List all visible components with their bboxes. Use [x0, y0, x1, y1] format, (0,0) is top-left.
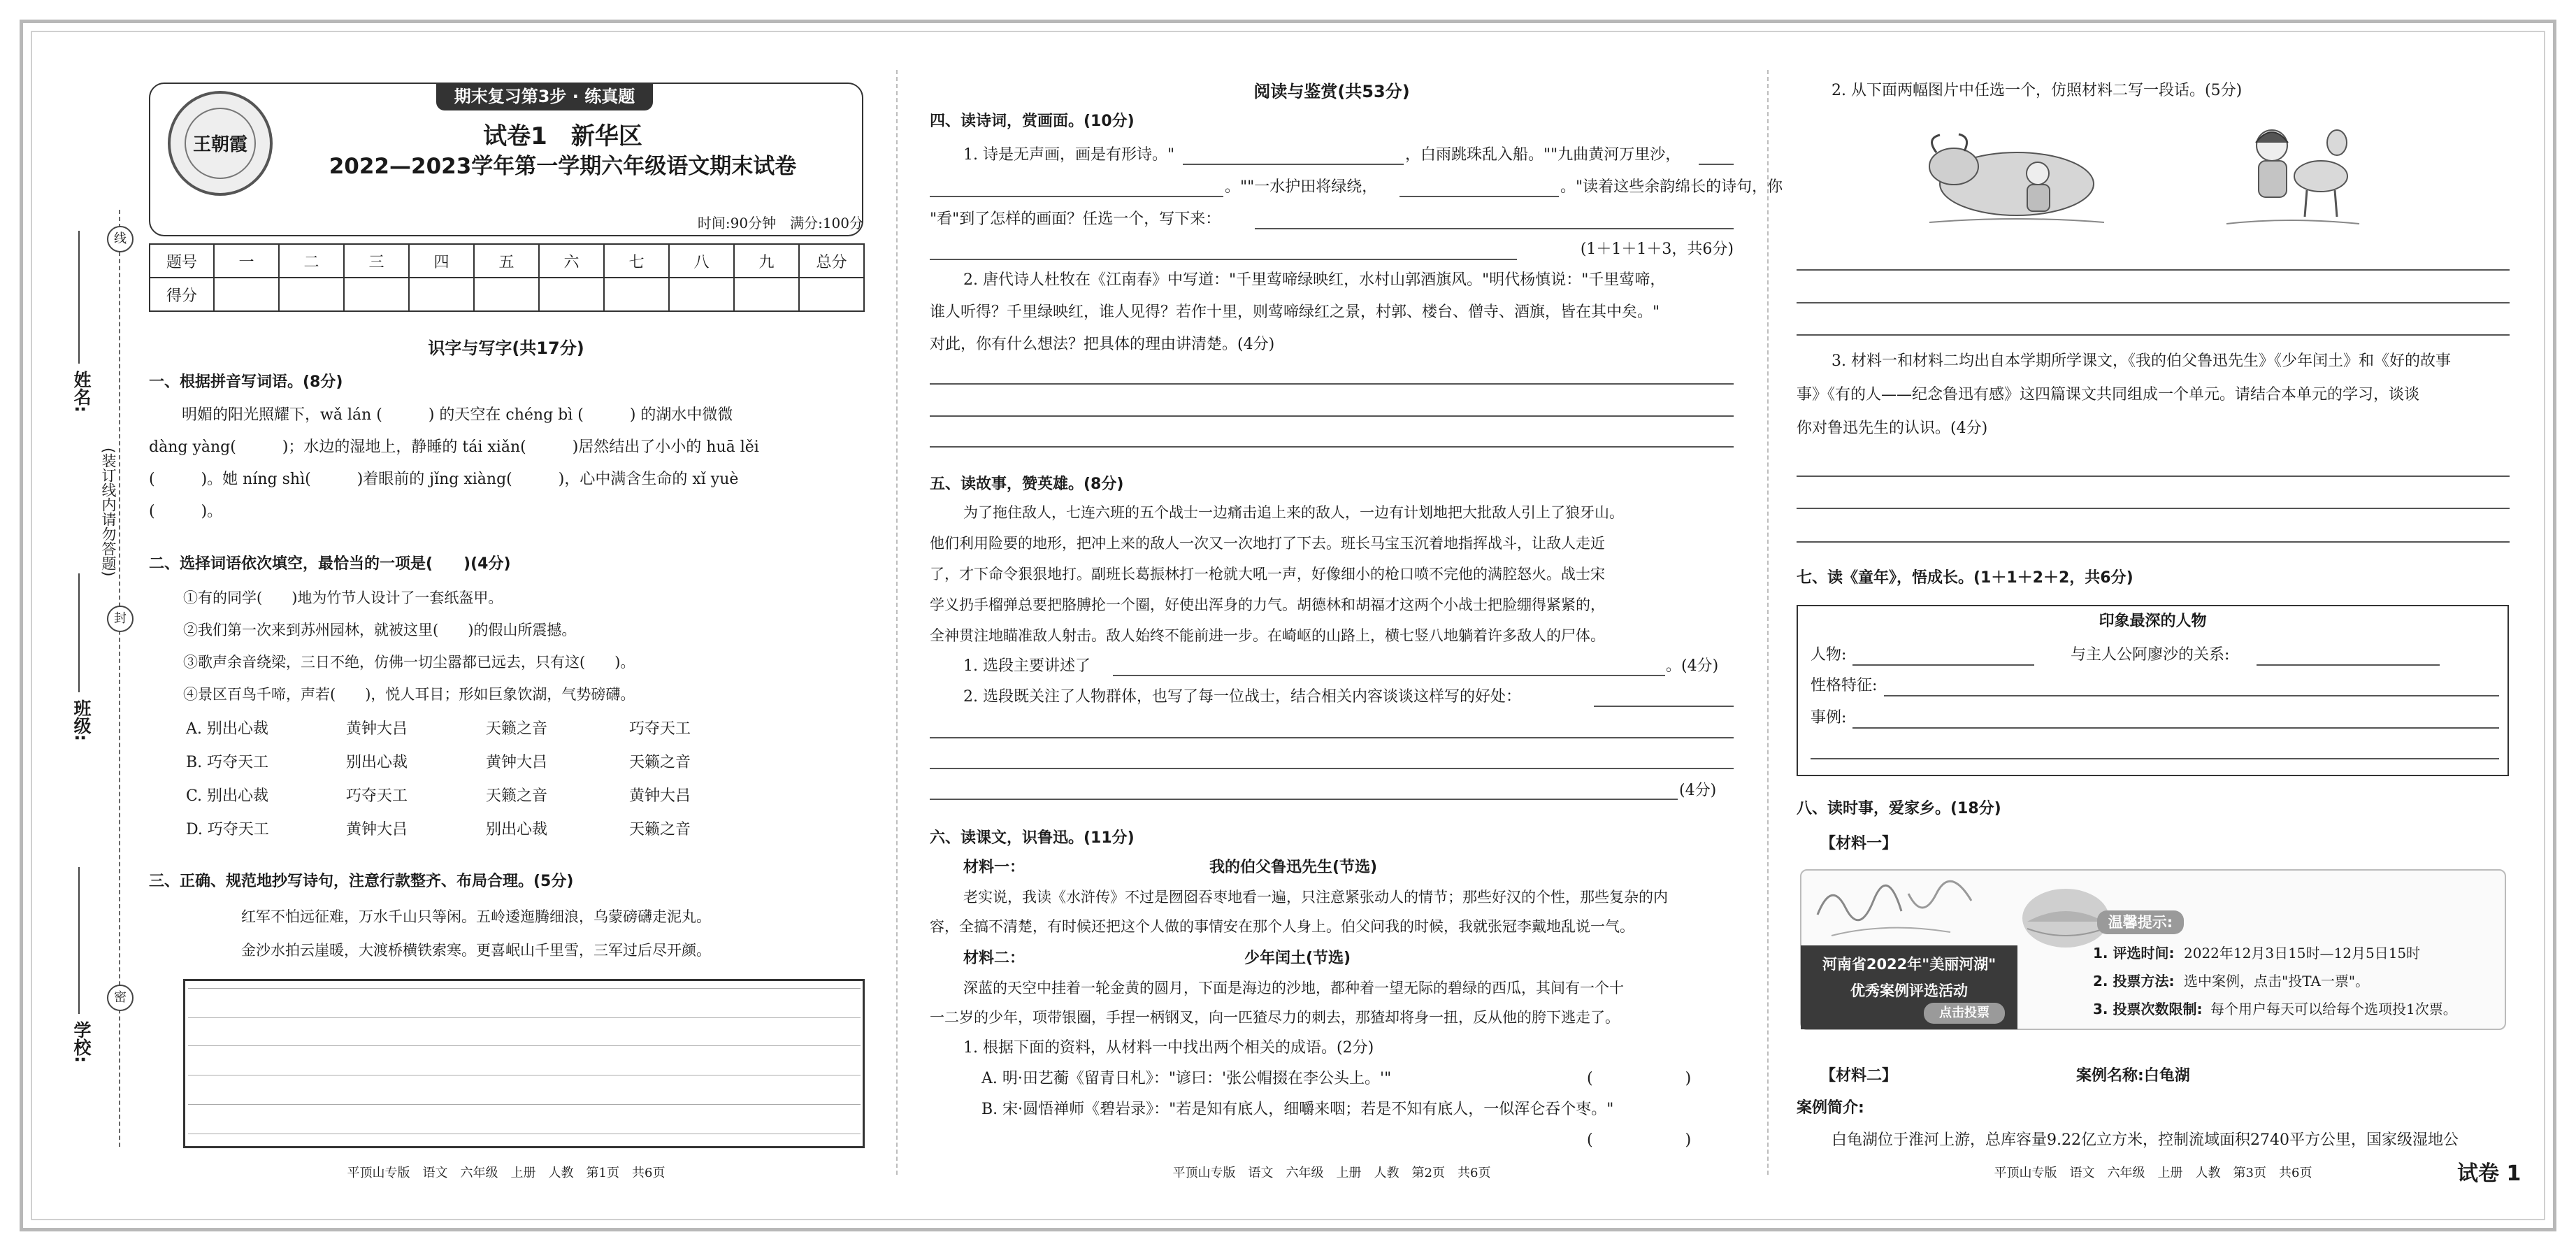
- q2-option[interactable]: B. 巧夺天工: [186, 754, 269, 771]
- score-input[interactable]: [604, 278, 669, 311]
- q5-sub: 1. 选段主要讲述了: [963, 657, 1091, 675]
- answer-line[interactable]: [1797, 541, 2510, 543]
- brand-logo: [168, 91, 273, 196]
- q6-2-prompt: 2. 从下面两幅图片中任选一个，仿照材料二写一段话。(5分): [1832, 82, 2243, 99]
- score-input[interactable]: [669, 278, 734, 311]
- score-cell: 九: [734, 244, 799, 278]
- q2-option[interactable]: C. 别出心裁: [186, 787, 269, 805]
- binding-mark-line: 线: [107, 226, 134, 252]
- tip-1-text: 2022年12月3日15时—12月5日15时: [2184, 945, 2421, 962]
- score-cell: 四: [409, 244, 474, 278]
- q2-option-word: 黄钟大吕: [346, 720, 408, 738]
- exam-title: 试卷1 新华区: [483, 122, 642, 150]
- answer-line[interactable]: [930, 415, 1734, 417]
- score-table-score-row: [150, 278, 864, 311]
- page-footer: 平顶山专版 语文 六年级 上册 人教 第1页 共6页: [347, 1166, 665, 1180]
- q3-poem: 金沙水拍云崖暖，大渡桥横铁索寒。更喜岷山千里雪，三军过后尽开颜。: [241, 942, 711, 959]
- score-input[interactable]: [734, 278, 799, 311]
- tip-1-label: 1. 评选时间:: [2093, 945, 2175, 962]
- q6-3-prompt: 你对鲁迅先生的认识。(4分): [1797, 420, 1988, 437]
- q2-option-word: 天籁之音: [486, 787, 548, 805]
- class-label: 班级:: [71, 699, 92, 741]
- copy-guide-line: [188, 988, 861, 989]
- q2-item: ④景区百鸟千啼，声若( )，悦人耳目；形如巨象饮湖，气势磅礴。: [183, 686, 635, 703]
- score-input[interactable]: [214, 278, 279, 311]
- case-intro-label: 案例简介:: [1797, 1099, 1864, 1117]
- q1-line: ( )。她 níng shì( )着眼前的 jǐng xiàng( )，心中满含生命的 xǐ yuè: [149, 471, 739, 488]
- time-info: 时间:90分钟 满分:100分: [697, 215, 863, 231]
- copy-guide-line: [188, 1017, 861, 1018]
- q7-title: 七、读《童年》，悟成长。(1＋1＋2＋2，共6分): [1797, 569, 2134, 587]
- case-intro-text: 白龟湖位于淮河上游，总库容量9.22亿立方米，控制流域面积2740平方公里，国家级湿地公: [1832, 1131, 2459, 1149]
- trait-field[interactable]: [1884, 695, 2499, 696]
- score-cell: 一: [214, 244, 279, 278]
- answer-paren[interactable]: ( ): [1587, 1070, 1692, 1087]
- q2-option-word: 黄钟大吕: [346, 821, 408, 838]
- q4-line: ，白雨跳珠乱入船。""九曲黄河万里沙，: [1405, 146, 1681, 164]
- q4-title: 四、读诗词，赏画面。(10分): [930, 113, 1135, 130]
- q6-source-b: B. 宋·圆悟禅师《碧岩录》："若是知有底人，细嚼来咽；若是不知有底人，一似浑仑吞个枣。": [981, 1101, 1614, 1118]
- character-card-title: 印象最深的人物: [2099, 613, 2207, 630]
- q6-source-a: A. 明·田艺蘅《留青日札》："谚曰：'张公帽掇在李公头上。'": [981, 1070, 1392, 1087]
- q5-title: 五、读故事，赞英雄。(8分): [930, 476, 1124, 493]
- name-label: 姓名:: [71, 371, 92, 413]
- answer-line[interactable]: [930, 737, 1734, 738]
- answer-line[interactable]: [1797, 302, 2510, 303]
- q5-score: 。(4分): [1666, 657, 1719, 675]
- q2-title: 二、选择词语依次填空，最恰当的一项是( )(4分): [149, 555, 511, 573]
- score-cell: 七: [604, 244, 669, 278]
- copy-guide-line: [188, 1104, 861, 1105]
- score-cell: 五: [474, 244, 539, 278]
- relation-field[interactable]: [2257, 664, 2440, 666]
- q5-passage-line: 为了拖住敌人，七连六班的五个战士一边痛击追上来的敌人，一边有计划地把大批敌人引上了狼牙山。: [963, 504, 1624, 521]
- material-2-title: 少年闰土(节选): [1244, 950, 1351, 967]
- answer-line[interactable]: [930, 446, 1734, 448]
- q2-option-word: 别出心裁: [486, 821, 548, 838]
- school-label: 学校:: [71, 1021, 92, 1063]
- q5-passage-line: 他们利用险要的地形，把冲上来的敌人一次又一次地打了下去。班长马宝玉沉着地指挥战斗，让敌人走近: [930, 535, 1605, 552]
- tip-3-label: 3. 投票次数限制:: [2093, 1001, 2203, 1017]
- q4-line: "看"到了怎样的画面？任选一个，写下来：: [930, 210, 1221, 228]
- answer-line[interactable]: [1594, 706, 1734, 707]
- answer-line[interactable]: [1797, 508, 2510, 509]
- example-label: 事例:: [1811, 709, 1847, 727]
- q2-item: ①有的同学( )地为竹节人设计了一套纸盔甲。: [183, 589, 503, 606]
- answer-line[interactable]: [1255, 228, 1734, 229]
- material-1-text: 老实说，我读《水浒传》不过是囫囵吞枣地看一遍，只注意紧张动人的情节；那些好汉的个性，那些复杂的内: [963, 889, 1668, 906]
- answer-line[interactable]: [930, 799, 1678, 800]
- answer-line[interactable]: [1797, 334, 2510, 336]
- material-1-text: 容，全搞不清楚，有时候还把这个人做的事情安在那个人身上。伯父问我的时候，我就张冠李戴地乱说一气。: [930, 918, 1634, 935]
- q5-sub: 2. 选段既关注了人物群体，也写了每一位战士，结合相关内容谈谈这样写的好处：: [963, 688, 1521, 706]
- answer-paren[interactable]: ( ): [1587, 1131, 1692, 1149]
- score-input[interactable]: [344, 278, 409, 311]
- copy-writing-box[interactable]: [183, 979, 865, 1148]
- q1-line: 明媚的阳光照耀下，wǎ lán ( ) 的天空在 chéng bì ( ) 的湖水中微微: [182, 406, 733, 424]
- tip-2-text: 选中案例，点击"投TA一票"。: [2184, 973, 2370, 989]
- answer-line[interactable]: [930, 259, 1517, 260]
- answer-blank[interactable]: [1183, 164, 1404, 165]
- tip-label: 温馨提示:: [2097, 910, 2184, 934]
- section-title-reading: 阅读与鉴赏(共53分): [1253, 82, 1410, 101]
- vote-button[interactable]: 点击投票: [1924, 1003, 2005, 1024]
- material-1-label: 【材料一】: [1820, 835, 1898, 852]
- person-field[interactable]: [1852, 664, 2034, 666]
- score-input[interactable]: [539, 278, 604, 311]
- q2-option[interactable]: A. 别出心裁: [186, 720, 268, 738]
- score-input[interactable]: [474, 278, 539, 311]
- boy-head: [2027, 162, 2049, 185]
- section-title-literacy: 识字与写字(共17分): [428, 338, 584, 358]
- q4-score-note: (1＋1＋1＋3，共6分): [1580, 241, 1734, 258]
- q4-line: 。""一水护田将绿绕，: [1225, 178, 1378, 196]
- q5-passage-line: 了，才下命令狠狠地打。副班长葛振林打一枪就大吼一声，好像细小的枪口喷不完他的满腔怒火。战士宋: [930, 566, 1605, 582]
- material-2-label: 【材料二】: [1820, 1067, 1898, 1085]
- score-input[interactable]: [279, 278, 344, 311]
- deer-body: [2294, 161, 2347, 192]
- q2-option-word: 黄钟大吕: [486, 754, 548, 771]
- relation-label: 与主人公阿廖沙的关系:: [2071, 646, 2230, 664]
- tip-3-text: 每个用户每天可以给每个选项投1次票。: [2210, 1001, 2457, 1017]
- material-1-title: 我的伯父鲁迅先生(节选): [1209, 859, 1378, 876]
- q8-title: 八、读时事，爱家乡。(18分): [1797, 800, 2001, 817]
- name-field[interactable]: [78, 231, 80, 364]
- tip-2-label: 2. 投票方法:: [2093, 973, 2175, 989]
- copy-guide-line: [188, 1045, 861, 1046]
- q5-score: (4分): [1679, 782, 1717, 799]
- example-field[interactable]: [1811, 758, 2499, 759]
- q5-passage-line: 全神贯注地瞄准敌人射击。敌人始终不能前进一步。在崎岖的山路上，横七竖八地躺着许多敌人的尸体。: [930, 627, 1605, 644]
- score-cell: 题号: [150, 244, 214, 278]
- score-cell: 八: [669, 244, 734, 278]
- answer-blank[interactable]: [1399, 196, 1559, 197]
- answer-blank[interactable]: [1699, 164, 1734, 165]
- score-cell: 二: [279, 244, 344, 278]
- q2-item: ②我们第一次来到苏州园林，就被这里( )的假山所震撼。: [183, 622, 577, 638]
- logo-text: 王朝霞: [185, 108, 256, 179]
- page-footer: 平顶山专版 语文 六年级 上册 人教 第3页 共6页: [1994, 1166, 2312, 1180]
- q6-title: 六、读课文，识鲁迅。(11分): [930, 829, 1135, 847]
- trait-label: 性格特征:: [1811, 677, 1878, 694]
- q2-option-word: 别出心裁: [346, 754, 408, 771]
- answer-line[interactable]: [930, 383, 1734, 385]
- q2-option-word: 黄钟大吕: [629, 787, 691, 805]
- q2-option-word: 天籁之音: [629, 754, 691, 771]
- answer-line[interactable]: [1797, 476, 2510, 477]
- q1-title: 一、根据拼音写词语。(8分): [149, 373, 343, 391]
- ox-head: [1929, 148, 1978, 185]
- answer-blank[interactable]: [1113, 675, 1665, 676]
- answer-blank[interactable]: [930, 196, 1223, 197]
- material-2-label: 材料二：: [963, 950, 1026, 967]
- answer-line[interactable]: [930, 768, 1734, 769]
- q2-option-word: 天籁之音: [486, 720, 548, 738]
- score-cell: 六: [539, 244, 604, 278]
- paper-number-corner: 试卷 1: [2457, 1161, 2521, 1186]
- q4-line: 。"读着这些余韵绵长的诗句，你: [1560, 178, 1783, 196]
- score-input[interactable]: [409, 278, 474, 311]
- answer-line[interactable]: [1797, 269, 2510, 271]
- q3-title: 三、正确、规范地抄写诗句，注意行款整齐、布局合理。(5分): [149, 873, 574, 890]
- binding-mark-dense: 密: [107, 985, 134, 1011]
- score-cell: 得分: [150, 278, 214, 311]
- q2-option-word: 巧夺天工: [346, 787, 408, 805]
- banner-line-2: 优秀案例评选活动: [1850, 982, 1968, 999]
- school-field[interactable]: [78, 867, 80, 1014]
- q2-option[interactable]: D. 巧夺天工: [186, 821, 269, 838]
- person-label: 人物:: [1811, 646, 1847, 664]
- q4-line: 谁人听得？千里绿映红，谁人见得？若作十里，则莺啼绿红之景，村郭、楼台、僧寺、酒旗，皆在其中矣。": [930, 303, 1660, 321]
- score-cell: 总分: [799, 244, 864, 278]
- q4-line: 2. 唐代诗人杜牧在《江南春》中写道："千里莺啼绿映红，水村山郭酒旗风。"明代杨慎说："千里莺啼，: [963, 271, 1666, 289]
- q4-line: 对此，你有什么想法？把具体的理由讲清楚。(4分): [930, 336, 1275, 353]
- q2-option-word: 巧夺天工: [629, 720, 691, 738]
- q2-item: ③歌声余音绕梁，三日不绝，仿佛一切尘嚣都已远去，只有这( )。: [183, 654, 635, 671]
- score-table-header-row: [150, 244, 864, 278]
- score-cell: 三: [344, 244, 409, 278]
- example-field[interactable]: [1852, 727, 2499, 729]
- q6-3-prompt: 3. 材料一和材料二均出自本学期所学课文，《我的伯父鲁迅先生》《少年闰土》和《好的故事: [1832, 352, 2451, 370]
- page-divider-1: [896, 70, 898, 1175]
- page-footer: 平顶山专版 语文 六年级 上册 人教 第2页 共6页: [1172, 1166, 1491, 1180]
- q6-sub: 1. 根据下面的资料，从材料一中找出两个相关的成语。(2分): [963, 1039, 1374, 1057]
- header-tag: 期末复习第3步 · 练真题: [436, 83, 653, 110]
- binding-mark-seal: 封: [107, 606, 134, 632]
- binding-note: (装订线内请勿答题): [100, 448, 117, 577]
- q1-line: ( )。: [149, 503, 223, 520]
- q3-poem: 红军不怕远征难，万水千山只等闲。五岭逶迤腾细浪，乌蒙磅礴走泥丸。: [241, 908, 711, 925]
- score-input[interactable]: [799, 278, 864, 311]
- q1-line: dàng yàng( )；水边的湿地上，静睡的 tái xiǎn( )居然结出了小小的 huā lěi: [149, 438, 759, 456]
- material-1-label: 材料一：: [963, 859, 1026, 876]
- q5-passage-line: 学义扔手榴弹总要把胳膊抡一个圈，好使出浑身的力气。胡德林和胡福才这两个小战士把脸绷得紧紧的，: [930, 596, 1605, 613]
- class-field[interactable]: [78, 573, 80, 692]
- material-2-text: 一二岁的少年，项带银圈，手捏一柄钢叉，向一匹猹尽力的刺去，那猹却将身一扭，反从他的胯下逃走了。: [930, 1009, 1620, 1026]
- material-2-text: 深蓝的天空中挂着一轮金黄的圆月，下面是海边的沙地，都种着一望无际的碧绿的西瓜，其间有一个十: [963, 980, 1624, 996]
- q2-option-word: 天籁之音: [629, 821, 691, 838]
- q6-3-prompt: 事》《有的人——纪念鲁迅有感》这四篇课文共同组成一个单元。请结合本单元的学习，谈谈: [1797, 386, 2420, 403]
- score-table: [149, 243, 865, 312]
- banner-line-1: 河南省2022年"美丽河湖": [1822, 956, 1996, 973]
- exam-subtitle: 2022—2023学年第一学期六年级语文期末试卷: [329, 154, 797, 179]
- case-name: 案例名称:白龟湖: [2076, 1067, 2190, 1085]
- q4-line: 1. 诗是无声画，画是有形诗。": [963, 146, 1175, 164]
- girl-and-deer-illustration: [2219, 112, 2366, 232]
- page-divider-2: [1767, 70, 1769, 1175]
- ox-and-boy-illustration: [1915, 117, 2118, 233]
- river-sketch-graphic: [1804, 873, 2013, 945]
